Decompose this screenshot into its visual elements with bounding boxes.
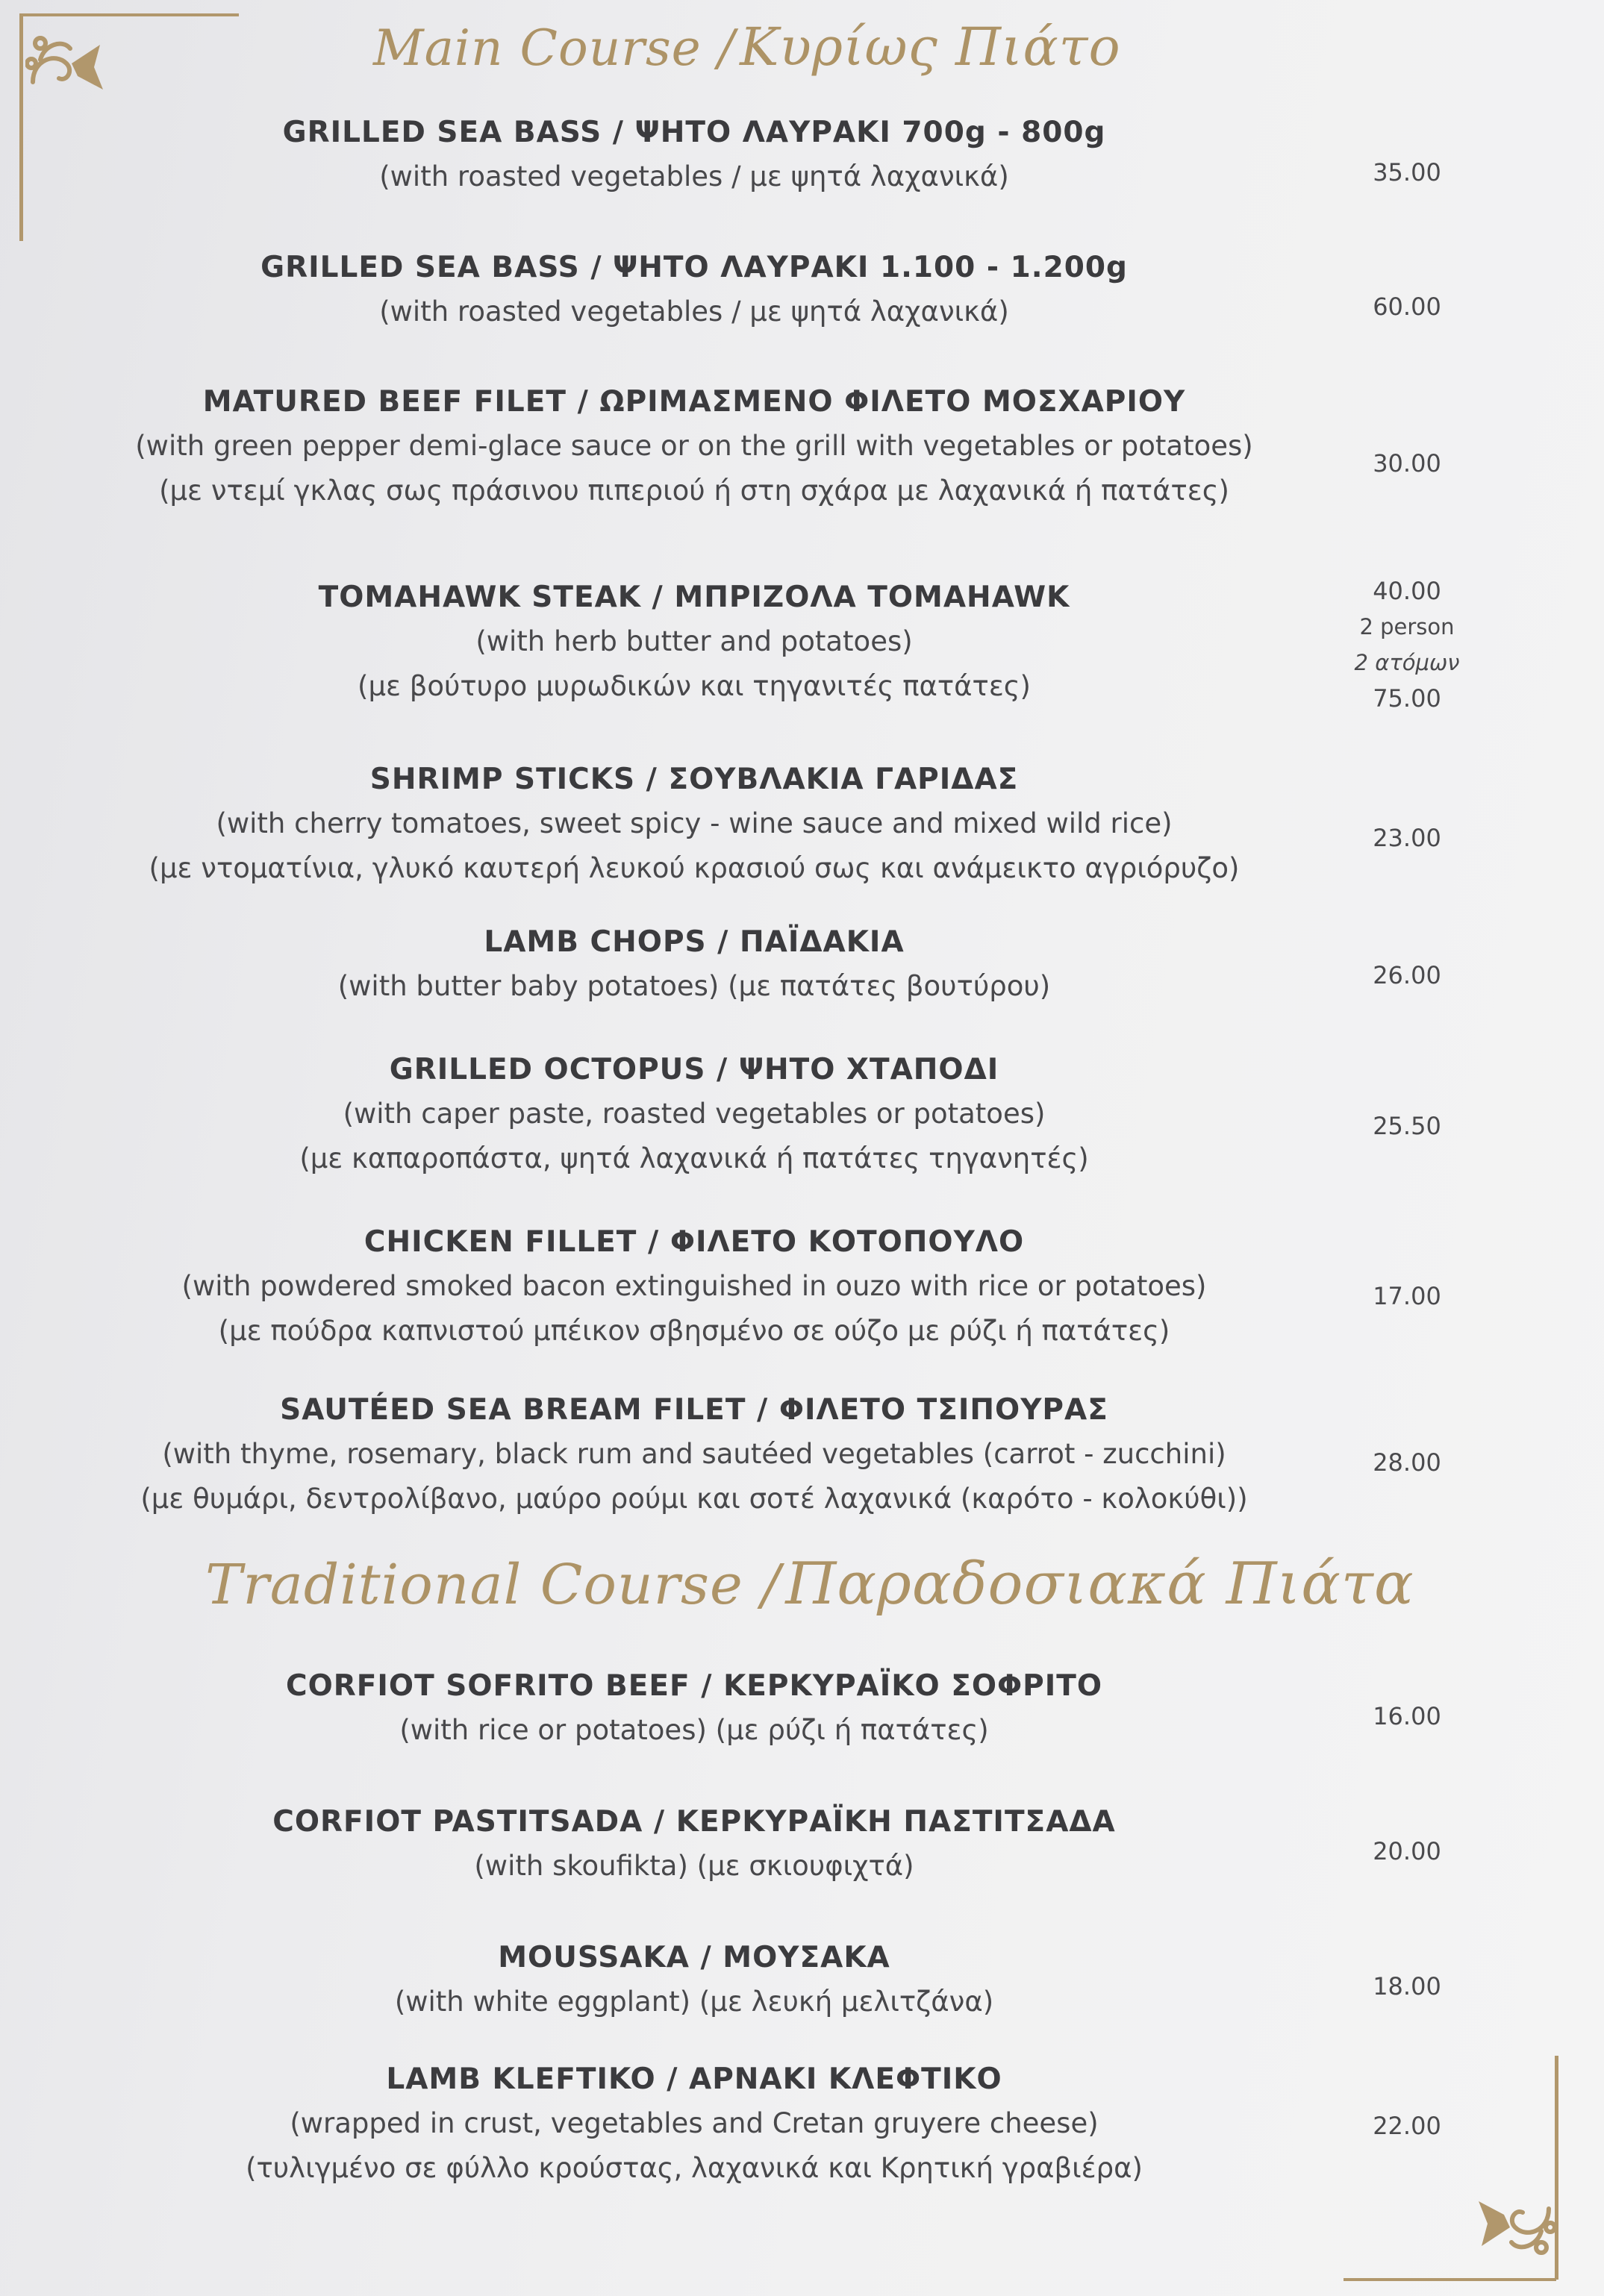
section-title-gr: Παραδοσιακά Πιάτα (785, 1551, 1414, 1618)
item-name: MOUSSAKA / ΜΟΥΣΑΚΑ (498, 1941, 890, 1974)
item-price: 17.00 (1373, 1282, 1441, 1310)
item-price: 22.00 (1373, 2112, 1441, 2140)
item-name: GRILLED SEA BASS / ΨΗΤΟ ΛΑΥΡΑΚΙ 1.100 - 1.200g (260, 251, 1128, 284)
section-title-en: Traditional Course / (205, 1553, 781, 1617)
item-price: 18.00 (1373, 1972, 1441, 2001)
price-note-en: 2 person (1359, 614, 1455, 639)
item-description: (with skoufikta) (με σκιουφιχτά) (474, 1850, 914, 1882)
menu-item (97, 1048, 1291, 1181)
item-name: MATURED BEEF FILET / ΩΡΙΜΑΣΜΕΝΟ ΦΙΛΕΤΟ ΜΟΣΧΑΡΙΟΥ (202, 385, 1186, 419)
item-name: GRILLED SEA BASS / ΨΗΤΟ ΛΑΥΡΑΚΙ 700g - 800g (282, 116, 1106, 149)
item-name: LAMB CHOPS / ΠΑΪΔΑΚΙΑ (484, 925, 905, 959)
item-description-gr: (τυλιγμένο σε φύλλο κρούστας, λαχανικά και Κρητική γραβιέρα) (246, 2152, 1143, 2184)
item-name: LAMB KLEFTIKO / ΑΡΝΑΚΙ ΚΛΕΦΤΙΚΟ (386, 2062, 1002, 2096)
item-description: (with powdered smoked bacon extinguished in ouzo with rice or potatoes) (181, 1270, 1207, 1302)
corner-border-top (22, 13, 239, 16)
section-title-gr: Κυρίως Πιάτο (740, 16, 1121, 78)
menu-item (97, 1665, 1291, 1753)
menu-item (97, 1221, 1291, 1354)
item-description: (with white eggplant) (με λευκή μελιτζάνα) (394, 1986, 994, 2018)
menu-item (97, 758, 1291, 891)
item-description: (wrapped in crust, vegetables and Cretan gruyere cheese) (290, 2107, 1099, 2139)
item-name: CORFIOT SOFRITO BEEF / ΚΕΡΚΥΡΑΪΚΟ ΣΟΦΡΙΤΟ (285, 1669, 1103, 1703)
menu-item (97, 1801, 1291, 1889)
item-price: 28.00 (1373, 1448, 1441, 1477)
menu-item (97, 1389, 1291, 1521)
item-description: (with caper paste, roasted vegetables or potatoes) (343, 1098, 1046, 1130)
item-description: (with cherry tomatoes, sweet spicy - wine sauce and mixed wild rice) (216, 807, 1173, 839)
section-title-traditional-course (205, 1551, 1414, 1618)
item-price: 60.00 (1373, 293, 1441, 321)
menu-item (97, 246, 1291, 334)
menu-item (97, 921, 1291, 1009)
item-name: GRILLED OCTOPUS / ΨΗΤΟ ΧΤΑΠΟΔΙ (389, 1053, 999, 1086)
item-description-gr: (με ντεμί γκλας σως πράσινου πιπεριού ή στη σχάρα με λαχανικά ή πατάτες) (159, 475, 1229, 507)
corner-border-bottom (1344, 2278, 1556, 2281)
item-description: (with rice or potatoes) (με ρύζι ή πατάτες) (399, 1714, 989, 1746)
item-price: 30.00 (1373, 449, 1441, 478)
item-description-gr: (με θυμάρι, δεντρολίβανο, μαύρο ρούμι και σοτέ λαχανικά (καρότο - κολοκύθι)) (140, 1483, 1248, 1515)
item-price: 20.00 (1373, 1837, 1441, 1865)
item-name: CORFIOT PASTITSADA / ΚΕΡΚΥΡΑΪΚΗ ΠΑΣΤΙΤΣΑΔΑ (272, 1805, 1116, 1839)
item-description-gr: (με πούδρα καπνιστού μπέικον σβησμένο σε ούζο με ρύζι ή πατάτες) (218, 1315, 1170, 1347)
menu-item (97, 111, 1291, 199)
item-description: (with roasted vegetables / με ψητά λαχανικά) (379, 160, 1009, 193)
item-description: (with thyme, rosemary, black rum and sautéed vegetables (carrot - zucchini) (162, 1438, 1226, 1470)
item-price: 40.00 (1373, 577, 1441, 605)
section-title-en: Main Course / (373, 19, 735, 77)
item-price: 23.00 (1373, 824, 1441, 852)
item-price-group (1321, 573, 1493, 716)
item-description-gr: (με καπαροπάστα, ψητά λαχανικά ή πατάτες τηγανητές) (299, 1142, 1089, 1174)
item-description: (with green pepper demi-glace sauce or on the grill with vegetables or potatoes) (135, 430, 1253, 462)
item-name: SAUTÉED SEA BREAM FILET / ΦΙΛΕΤΟ ΤΣΙΠΟΥΡΑΣ (280, 1393, 1108, 1427)
menu-item (97, 2058, 1291, 2191)
item-price-2: 75.00 (1373, 684, 1441, 713)
item-description: (with herb butter and potatoes) (475, 625, 913, 657)
menu-item (97, 576, 1291, 709)
item-name: CHICKEN FILLET / ΦΙΛΕΤΟ ΚΟΤΟΠΟΥΛΟ (363, 1225, 1025, 1259)
item-description-gr: (με ντοματίνια, γλυκό καυτερή λευκού κρασιού σως και ανάμεικτο αγριόρυζο) (149, 852, 1240, 884)
fleur-corner-ornament-icon (25, 30, 107, 107)
section-title-main-course (373, 16, 1121, 78)
menu-item (97, 381, 1291, 513)
corner-border-left (19, 13, 23, 241)
item-name: TOMAHAWK STEAK / ΜΠΡΙΖΟΛΑ TOMAHAWK (318, 581, 1070, 614)
item-price: 35.00 (1373, 158, 1441, 187)
item-price: 26.00 (1373, 961, 1441, 989)
item-price: 25.50 (1373, 1112, 1441, 1140)
item-price: 16.00 (1373, 1702, 1441, 1730)
price-note-gr: 2 ατόμων (1354, 650, 1460, 675)
item-description: (with butter baby potatoes) (με πατάτες βουτύρου) (337, 970, 1051, 1002)
item-description-gr: (με βούτυρο μυρωδικών και τηγανιτές πατάτες) (358, 670, 1031, 702)
menu-item (97, 1936, 1291, 2024)
item-description: (with roasted vegetables / με ψητά λαχανικά) (379, 295, 1009, 328)
item-name: SHRIMP STICKS / ΣΟΥΒΛΑΚΙΑ ΓΑΡΙΔΑΣ (369, 763, 1019, 796)
fleur-corner-ornament-icon (1474, 2186, 1556, 2264)
